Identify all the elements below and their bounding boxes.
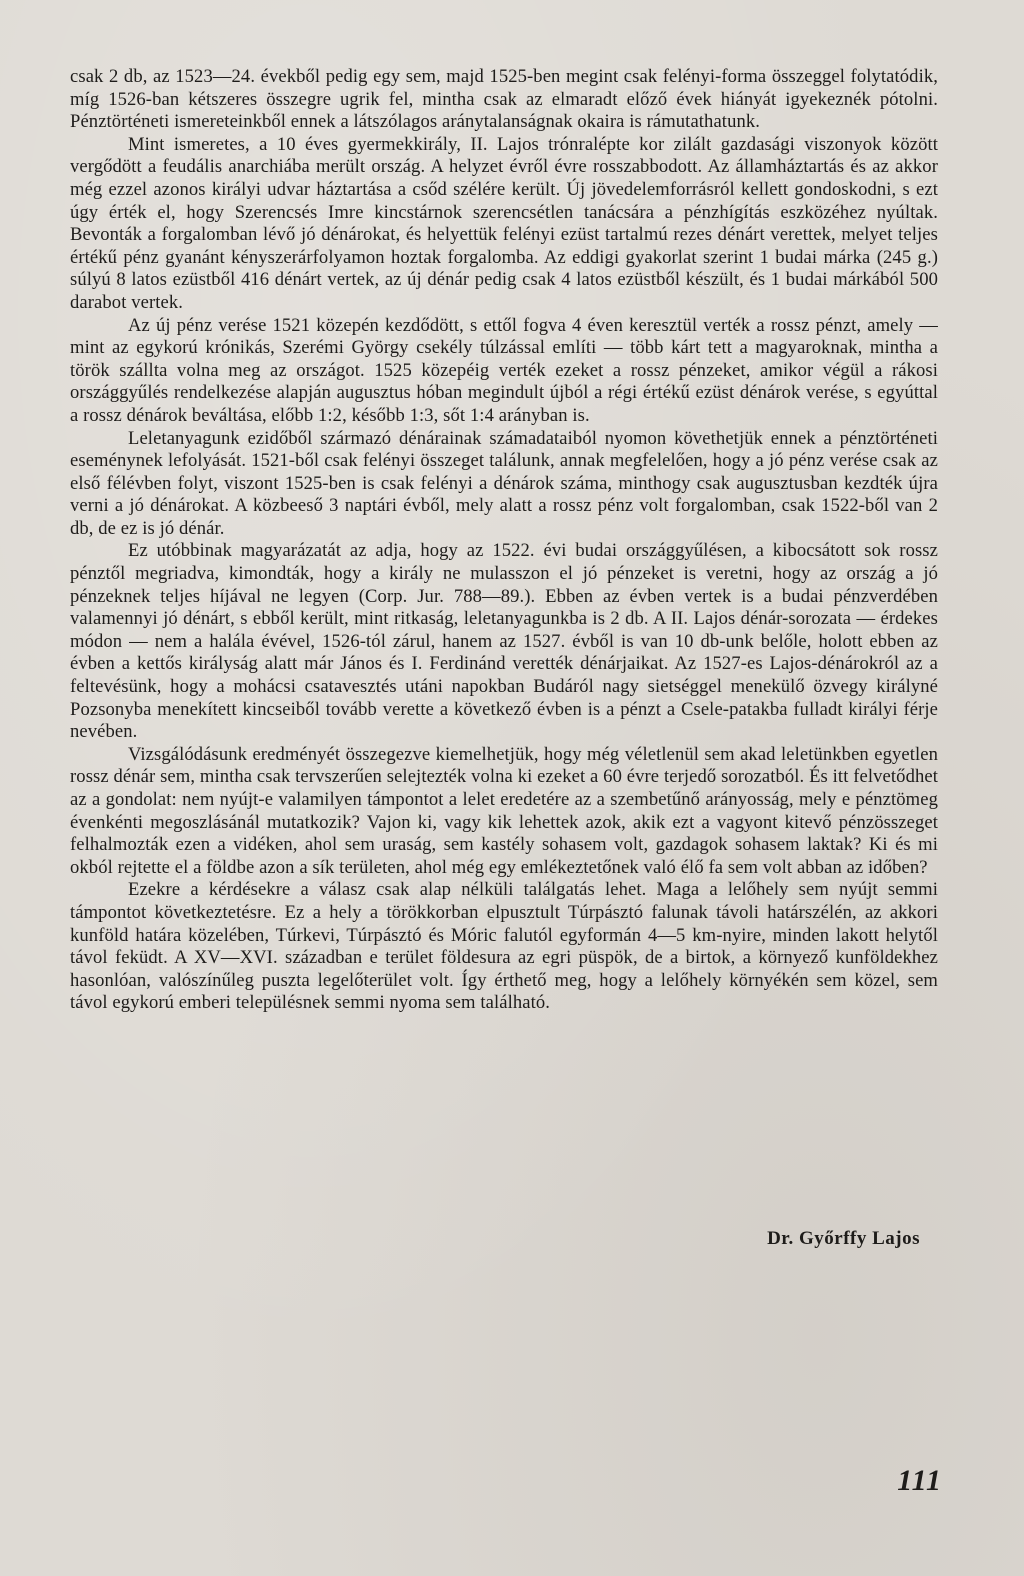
paragraph-4: Leletanyagunk ezidőből származó dénárainak számadataiból nyomon követhetjük ennek a pénztörténeti eseménynek lefolyását. 1521-ből csak felényi összeget találunk, annak megfelelően, hogy a jó pénz verése csak az első félévben folyt, viszont 1525-ben is csak felényi a dénárok száma, minthogy csak augusztusban kezdték újra verni a jó dénárokat. A közbeeső 3 naptári évből, mely alatt a rossz pénz volt forgalomban, csak 1522-ből van 2 db, de ez is jó dénár. [70,427,938,539]
paragraph-1: csak 2 db, az 1523—24. évekből pedig egy sem, majd 1525-ben megint csak felényi-forma összeggel folytatódik, míg 1526-ban kétszeres összegre ugrik fel, mintha csak az elmaradt előző évek hiányát igyekeznék pótolni. Pénztörténeti ismereteinkből ennek a látszólagos aránytalanságnak okaira is rámutathatunk. [70,66,938,133]
article-body [70,66,938,1015]
paragraph-7: Ezekre a kérdésekre a válasz csak alap nélküli találgatás lehet. Maga a lelőhely sem nyújt semmi támpontot következtetésre. Ez a hely a törökkorban elpusztult Túrpásztó falunak távoli határszélén, az akkori kunföld határa közelében, Túrkevi, Túrpásztó és Móric falutól egyformán 4—5 km-nyire, minden lakott helytől távol feküdt. A XV—XVI. században e terület földesura az egri püspök, de a birtok, a környező kunföldekhez hasonlóan, valószínűleg puszta legelőterület volt. Így érthető meg, hogy a lelőhely környékén sem közel, sem távol egykorú emberi településnek semmi nyoma sem található. [70,879,938,1014]
page-number: 111 [897,1464,942,1497]
paragraph-3: Az új pénz verése 1521 közepén kezdődött, s ettől fogva 4 éven keresztül verték a rossz pénzt, amely — mint az egykorú krónikás, Szerémi György csekély túlzással említi — több kárt tett a magyaroknak, mintha a török szállta volna meg az országot. 1525 közepéig verték ezeket a rossz pénzeket, amikor végül a rákosi országgyűlés rendelkezése alapján augusztus hóban megindult újból a régi értékű ezüst dénárok verése, s egyúttal a rossz dénárok beváltása, előbb 1:2, később 1:3, sőt 1:4 arányban is. [70,314,938,426]
paragraph-2: Mint ismeretes, a 10 éves gyermekkirály, II. Lajos trónralépte kor zilált gazdasági viszonyok között vergődött a feudális anarchiába merült ország. A helyzet évről évre rosszabbodott. Az államháztartás és az akkor még ezzel azonos királyi udvar háztartása a csőd szélére került. Új jövedelemforrásról kellett gondoskodni, s ezt úgy érték el, hogy Szerencsés Imre kincstárnok szerencsétlen tanácsára a pénzhígítás eszközéhez nyúltak. Bevonták a forgalomban lévő jó dénárokat, és helyettük felényi ezüst tartalmú rezes dénárt verettek, melyet teljes értékű pénz gyanánt kényszerárfolyamon hoztak forgalomba. Az eddigi gyakorlat szerint 1 budai márka (245 g.) súlyú 8 latos ezüstből 416 dénárt vertek, az új dénár pedig csak 4 latos ezüstből készült, és 1 budai márkából 500 darabot vertek. [70,133,938,313]
author-signature: Dr. Győrffy Lajos [767,1228,920,1249]
paragraph-6: Vizsgálódásunk eredményét összegezve kiemelhetjük, hogy még véletlenül sem akad leletünkben egyetlen rossz dénár sem, mintha csak tervszerűen selejtezték volna ki ezeket a 60 évre terjedő sorozatból. És itt felvetődhet az a gondolat: nem nyújt-e valamilyen támpontot a lelet eredetére az a szembetűnő arányosság, mely e pénztömeg évenkénti megoszlásánál mutatkozik? Vajon ki, vagy kik lehettek azok, akik ezt a vagyont kitevő pénzösszeget felhalmozták ezen a vidéken, ahol sem uraság, sem kastély sohasem volt, gazdagok sohasem laktak? Ki és mi okból rejtette el a földbe azon a sík területen, ahol még egy emlékeztetőnek való élő fa sem volt abban az időben? [70,743,938,878]
paragraph-5: Ez utóbbinak magyarázatát az adja, hogy az 1522. évi budai országgyűlésen, a kibocsátott sok rossz pénztől megriadva, kimondták, hogy a király ne mulasszon el jó pénzeket is veretni, hogy az ország a jó pénzeknek teljes híjával ne legyen (Corp. Jur. 788—89.). Ebben az évben vertek is a budai pénzverdében valamennyi jó dénárt, s ebből került, mint ritkaság, leletanyagunkba is 2 db. A II. Lajos dénár-sorozata — érdekes módon — nem a halála évével, 1526-tól zárul, hanem az 1527. évből is van 10 db-unk belőle, holott ebben az évben a kettős királyság alatt már János és I. Ferdinánd verették dénárjaikat. Az 1527-es Lajos-dénárokról az a feltevésünk, hogy a mohácsi csatavesztés utáni napokban Budáról nagy sietséggel menekülő özvegy királyné Pozsonyba menekített kincseiből tovább verette a következő évben is a pénzt a Csele-patakba fulladt királyi férje nevében. [70,540,938,743]
